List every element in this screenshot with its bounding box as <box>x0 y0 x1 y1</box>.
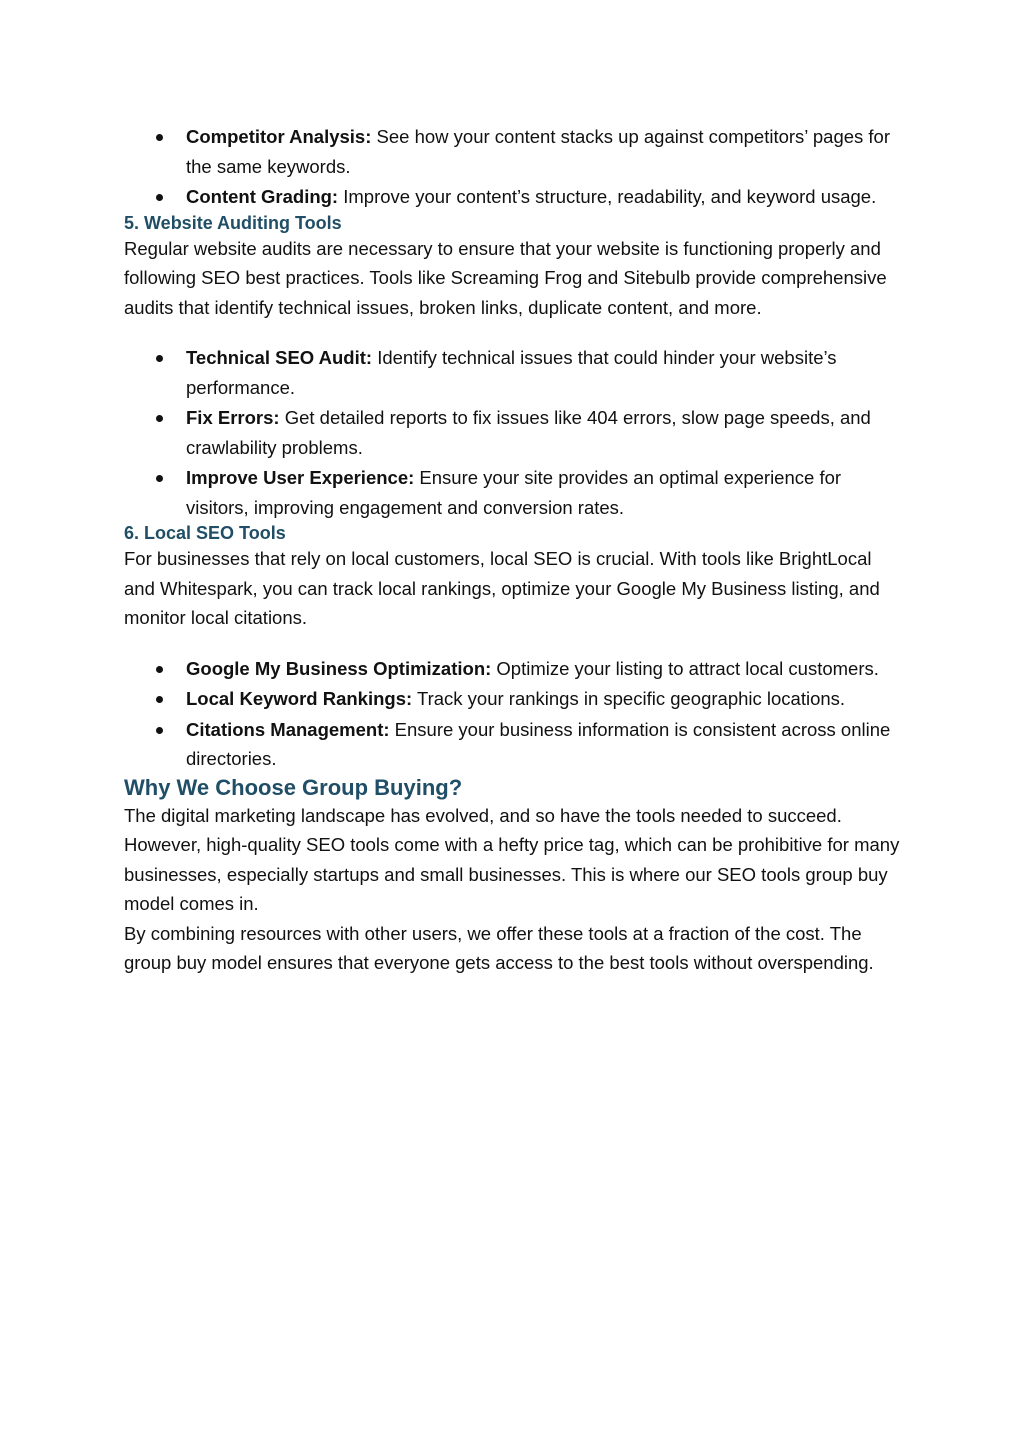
list-item <box>124 182 904 212</box>
list-item <box>124 122 904 181</box>
list-item <box>124 463 904 522</box>
bullet-term: Technical SEO Audit: <box>186 347 373 368</box>
section-heading-local-seo: 6. Local SEO Tools <box>124 523 286 543</box>
bullet-text: See how your content stacks up against competitors’ pages for the same keywords. <box>186 126 890 177</box>
why-paragraph-1: The digital marketing landscape has evolved, and so have the tools needed to succeed. However, high-quality SEO tools come with a hefty price tag, which can be prohibitive for many businesses, especially startups and small businesses. This is where our SEO tools group buy model comes in. <box>124 804 900 914</box>
list-item <box>124 343 904 402</box>
list-item <box>124 654 904 684</box>
list-item <box>124 684 904 714</box>
bullet-term: Content Grading: <box>186 186 339 207</box>
list-item <box>124 403 904 462</box>
website-auditing-bullet-list <box>124 343 904 522</box>
bullet-term: Fix Errors: <box>186 407 280 428</box>
bullet-text: Ensure your business information is consistent across online directories. <box>186 718 891 769</box>
bullet-text: Get detailed reports to fix issues like 404 errors, slow page speeds, and crawlability problems. <box>186 407 871 458</box>
why-paragraph-2: By combining resources with other users, we offer these tools at a fraction of the cost. The group buy model ensures that everyone gets access to the best tools without overspending. <box>124 922 874 973</box>
local-seo-bullet-list <box>124 654 904 774</box>
list-item <box>124 715 904 774</box>
bullet-term: Local Keyword Rankings: <box>186 688 413 709</box>
section-heading-why-group-buying: Why We Choose Group Buying? <box>124 774 463 800</box>
content-optimization-bullet-list <box>124 122 904 212</box>
section-paragraph-local-seo: For businesses that rely on local customers, local SEO is crucial. With tools like BrightLocal and Whitespark, you can track local rankings, optimize your Google My Business listing, and monitor local citations. <box>124 548 880 628</box>
section-paragraph-website-auditing: Regular website audits are necessary to ensure that your website is functioning properly and following SEO best practices. Tools like Screaming Frog and Sitebulb provide comprehensive audits that identify technical issues, broken links, duplicate content, and more. <box>124 237 887 318</box>
bullet-term: Citations Management: <box>186 718 390 740</box>
bullet-term: Competitor Analysis: <box>186 126 372 147</box>
bullet-term: Improve User Experience: <box>186 467 415 488</box>
bullet-term: Google My Business Optimization: <box>186 657 492 679</box>
bullet-text: Improve your content’s structure, readability, and keyword usage. <box>338 186 877 207</box>
bullet-text: Track your rankings in specific geographic locations. <box>412 688 846 709</box>
section-heading-website-auditing: 5. Website Auditing Tools <box>124 212 342 233</box>
document-content <box>124 122 904 978</box>
bullet-text: Identify technical issues that could hinder your website’s performance. <box>186 347 837 398</box>
bullet-text: Optimize your listing to attract local customers. <box>491 657 879 679</box>
bullet-text: Ensure your site provides an optimal experience for visitors, improving engagement and conversion rates. <box>186 467 842 518</box>
